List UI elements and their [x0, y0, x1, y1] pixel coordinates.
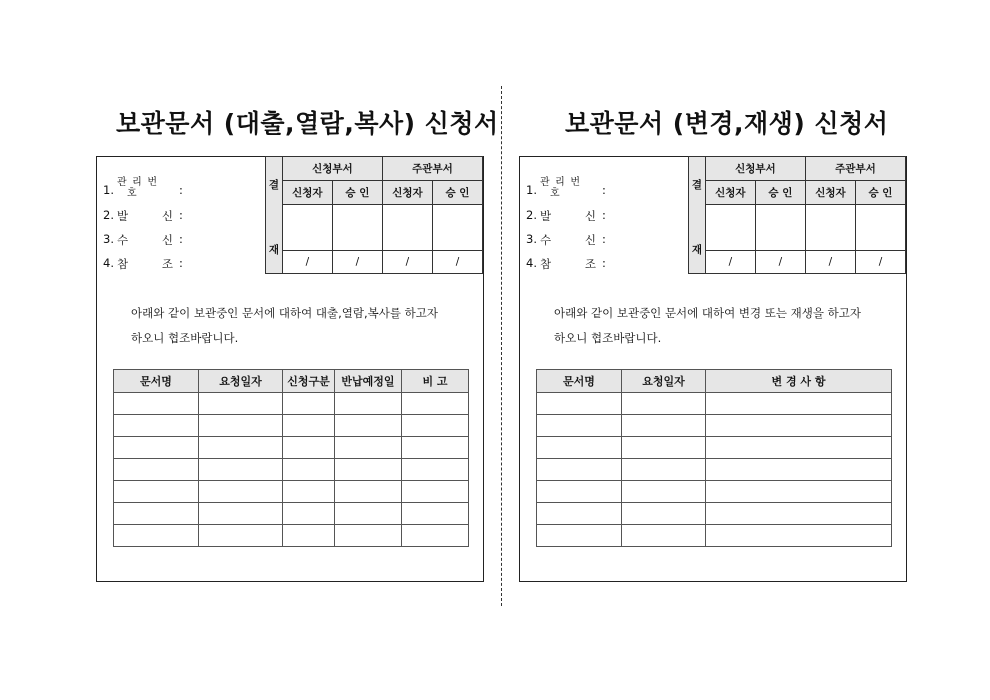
- table-cell[interactable]: [706, 437, 892, 459]
- table-cell[interactable]: [114, 503, 199, 525]
- signature-cell[interactable]: [705, 205, 755, 251]
- table-cell[interactable]: [199, 415, 283, 437]
- date-cell[interactable]: /: [332, 251, 382, 274]
- table-cell[interactable]: [199, 503, 283, 525]
- table-row: [537, 415, 892, 437]
- date-cell[interactable]: /: [805, 251, 855, 274]
- table-row: [537, 503, 892, 525]
- table-cell[interactable]: [402, 393, 469, 415]
- date-cell[interactable]: /: [705, 251, 755, 274]
- table-cell[interactable]: [114, 415, 199, 437]
- table-cell[interactable]: [537, 415, 622, 437]
- table-cell[interactable]: [706, 481, 892, 503]
- left-document-table: 문서명 요청일자 신청구분 반납예정일 비 고: [113, 369, 469, 547]
- table-row: [114, 459, 469, 481]
- table-row: [537, 459, 892, 481]
- management-number-label: 관 리 번 호: [540, 177, 580, 199]
- table-cell[interactable]: [706, 393, 892, 415]
- left-form: 1. 관 리 번 호 : 2. 발 신 : 3. 수 신 : 4. 참 조 : 결 재 신청부서 주관부서 신청자 승 인 신청자 승 인 / / / / 아래와 같이 보관중인 문서에 대하여 대출,열람,복사를 하고자 하오니 협조바랍니다. 문서명 요청일자 신청구분 반납예정일 비 고: [96, 156, 484, 582]
- signature-cell[interactable]: [755, 205, 805, 251]
- table-cell[interactable]: [537, 437, 622, 459]
- table-cell[interactable]: [537, 459, 622, 481]
- table-cell[interactable]: [622, 437, 706, 459]
- table-row: [114, 393, 469, 415]
- signature-cell[interactable]: [382, 205, 432, 251]
- date-cell[interactable]: /: [432, 251, 482, 274]
- table-cell[interactable]: [335, 437, 402, 459]
- cut-line: [501, 86, 502, 606]
- table-row: [537, 525, 892, 547]
- management-number-label: 관 리 번 호: [117, 177, 157, 199]
- table-cell[interactable]: [335, 525, 402, 547]
- table-row: [114, 437, 469, 459]
- right-document-table: 문서명 요청일자 변 경 사 항: [536, 369, 892, 547]
- table-row: [114, 415, 469, 437]
- table-cell[interactable]: [622, 481, 706, 503]
- table-cell[interactable]: [537, 481, 622, 503]
- table-cell[interactable]: [114, 437, 199, 459]
- table-cell[interactable]: [335, 415, 402, 437]
- approval-box: 결 재 신청부서 주관부서 신청자 승 인 신청자 승 인 / / / /: [265, 156, 483, 274]
- table-cell[interactable]: [114, 459, 199, 481]
- table-cell[interactable]: [537, 525, 622, 547]
- table-cell[interactable]: [199, 525, 283, 547]
- table-cell[interactable]: [402, 459, 469, 481]
- table-cell[interactable]: [114, 525, 199, 547]
- table-cell[interactable]: [199, 437, 283, 459]
- table-row: [537, 437, 892, 459]
- table-cell[interactable]: [199, 393, 283, 415]
- table-cell[interactable]: [283, 415, 335, 437]
- table-cell[interactable]: [335, 393, 402, 415]
- right-form: 1. 관 리 번 호 : 2. 발 신 : 3. 수 신 : 4. 참 조 : 결 재 신청부서 주관부서 신청자 승 인 신청자 승 인 / / / / 아래와 같이 보관중인 문서에 대하여 변경 또는 재생을 하고자 하오니 협조바랍니다. 문서명 요청일자 변 경 사 항: [519, 156, 907, 582]
- table-cell[interactable]: [622, 415, 706, 437]
- table-cell[interactable]: [402, 525, 469, 547]
- left-request-message: 아래와 같이 보관중인 문서에 대하여 대출,열람,복사를 하고자 하오니 협조바랍니다.: [131, 306, 438, 345]
- table-cell[interactable]: [114, 393, 199, 415]
- signature-cell[interactable]: [282, 205, 332, 251]
- date-cell[interactable]: /: [855, 251, 905, 274]
- date-cell[interactable]: /: [382, 251, 432, 274]
- table-cell[interactable]: [402, 437, 469, 459]
- table-cell[interactable]: [706, 525, 892, 547]
- table-cell[interactable]: [283, 437, 335, 459]
- table-cell[interactable]: [622, 503, 706, 525]
- table-cell[interactable]: [622, 525, 706, 547]
- table-cell[interactable]: [622, 459, 706, 481]
- table-cell[interactable]: [537, 393, 622, 415]
- table-cell[interactable]: [706, 503, 892, 525]
- signature-cell[interactable]: [855, 205, 905, 251]
- left-form-title: 보관문서 (대출,열람,복사) 신청서: [116, 109, 499, 138]
- signature-cell[interactable]: [805, 205, 855, 251]
- table-cell[interactable]: [706, 459, 892, 481]
- table-cell[interactable]: [283, 503, 335, 525]
- table-cell[interactable]: [283, 459, 335, 481]
- table-cell[interactable]: [335, 503, 402, 525]
- table-cell[interactable]: [199, 459, 283, 481]
- approval-side-label: 결 재: [689, 157, 706, 274]
- table-cell[interactable]: [335, 481, 402, 503]
- table-cell[interactable]: [402, 415, 469, 437]
- table-cell[interactable]: [283, 481, 335, 503]
- right-form-title: 보관문서 (변경,재생) 신청서: [565, 109, 889, 138]
- table-row: [114, 481, 469, 503]
- signature-cell[interactable]: [432, 205, 482, 251]
- table-cell[interactable]: [402, 503, 469, 525]
- table-cell[interactable]: [537, 503, 622, 525]
- table-cell[interactable]: [622, 393, 706, 415]
- table-cell[interactable]: [706, 415, 892, 437]
- table-row: [114, 525, 469, 547]
- table-cell[interactable]: [335, 459, 402, 481]
- approval-side-label: 결 재: [266, 157, 283, 274]
- date-cell[interactable]: /: [282, 251, 332, 274]
- table-cell[interactable]: [283, 393, 335, 415]
- approval-box: 결 재 신청부서 주관부서 신청자 승 인 신청자 승 인 / / / /: [688, 156, 906, 274]
- right-request-message: 아래와 같이 보관중인 문서에 대하여 변경 또는 재생을 하고자 하오니 협조바랍니다.: [554, 306, 861, 345]
- table-cell[interactable]: [114, 481, 199, 503]
- table-row: [537, 481, 892, 503]
- table-row: [537, 393, 892, 415]
- date-cell[interactable]: /: [755, 251, 805, 274]
- table-row: [114, 503, 469, 525]
- table-cell[interactable]: [199, 481, 283, 503]
- table-cell[interactable]: [402, 481, 469, 503]
- signature-cell[interactable]: [332, 205, 382, 251]
- table-cell[interactable]: [283, 525, 335, 547]
